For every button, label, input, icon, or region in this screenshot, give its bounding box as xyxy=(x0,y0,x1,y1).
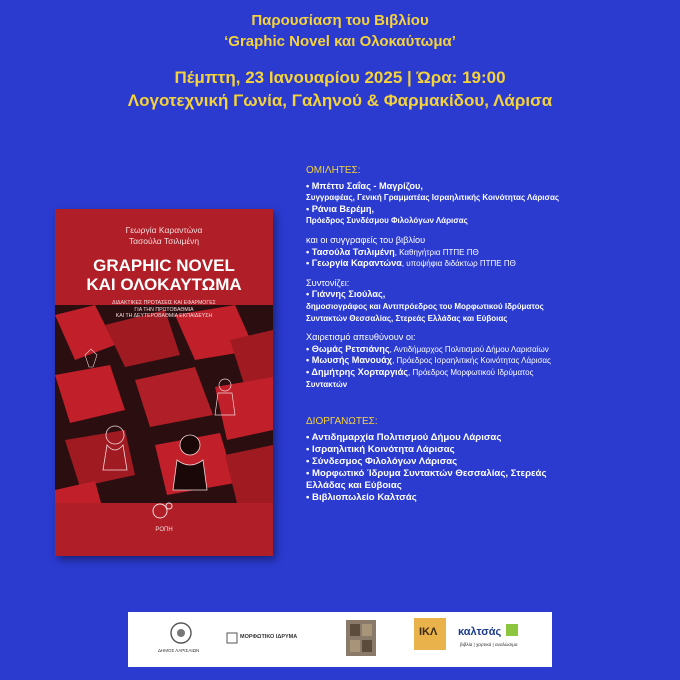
greetings-section xyxy=(306,332,666,390)
organizer-4-cont: Ελλάδας και Εύβοιας xyxy=(306,479,402,491)
kaltsas-badge-icon xyxy=(506,624,518,636)
book-subtitle-line-3: ΚΑΙ ΤΗ ΔΕΥΤΕΡΟΒΑΘΜΙΑ ΕΚΠΑΙΔΕΥΣΗ xyxy=(115,313,213,320)
community-emblem-icon xyxy=(346,620,376,656)
greeter-3-name: • Δημήτρης Χορταργιάς xyxy=(306,366,409,377)
author-2-role: , υποψήφια διδάκτωρ ΠΤΠΕ ΠΘ xyxy=(401,259,516,269)
logo-kaltsas-tagline: βιβλία | χαρτικά | αναλώσιμα xyxy=(460,642,518,647)
speaker-1-role: Συγγραφέας, Γενική Γραμματέας Ισραηλιτικής Κοινότητας Λάρισας xyxy=(306,193,560,203)
book-subtitle-line-1: ΔΙΔΑΚΤΙΚΕΣ ΠΡΟΤΑΣΕΙΣ ΚΑΙ ΕΦΑΡΜΟΓΕΣ xyxy=(112,300,216,306)
book-author-2: Τασούλα Τσιλιμένη xyxy=(128,236,200,246)
logo-ikl: ΙΚΛ xyxy=(419,626,438,638)
sponsor-logos-strip xyxy=(128,612,552,667)
book-title-line-2: ΚΑΙ ΟΛΟΚΑΥΤΩΜΑ xyxy=(86,275,242,294)
book-title-line-1: GRAPHIC NOVEL xyxy=(93,256,235,275)
speaker-1-name: • Μπέττυ Σαΐας - Μαγρίζου, xyxy=(306,180,423,191)
event-title-line-2: ‘Graphic Novel και Ολοκαύτωμα’ xyxy=(224,33,456,50)
author-1-name: • Τασούλα Τσιλιμένη xyxy=(306,246,395,257)
coordinator-role-2: Συντακτών Θεσσαλίας, Στερεάς Ελλάδας και Εύβοιας xyxy=(306,313,508,323)
book-author-1: Γεωργία Καραντώνα xyxy=(125,225,203,235)
logo-municipality-name: ΔΗΜΟΣ ΛΑΡΙΣΑΙΩΝ xyxy=(158,648,200,653)
greeter-1-name: • Θωμάς Ρετσιάνης xyxy=(306,343,390,354)
logo-kaltsas: καλτσάς xyxy=(458,626,502,638)
coordinator-section xyxy=(306,278,666,324)
foundation-emblem-icon xyxy=(226,632,238,644)
event-title-line-1: Παρουσίαση του Βιβλίου xyxy=(251,12,429,29)
authors-section xyxy=(306,235,666,270)
book-title xyxy=(55,256,273,294)
greeter-2-role: , Πρόεδρος Ισραηλιτικής Κοινότητας Λάρισας xyxy=(392,356,551,366)
organizer-2: • Ισραηλιτική Κοινότητα Λάρισας xyxy=(306,443,455,455)
book-cover-illustration xyxy=(55,305,273,503)
book-subtitle xyxy=(55,300,273,320)
greeter-3-role: , Πρόεδρος Μορφωτικού Ιδρύματος xyxy=(408,367,534,377)
greeter-3-role-cont: Συντακτών xyxy=(306,379,348,389)
greeter-1-role: , Αντιδήμαρχος Πολιτισμού Δήμου Λαρισαίων xyxy=(389,344,549,354)
coordinator-role-1: δημοσιογράφος και Αντιπρόεδρος του Μορφωτικού Ιδρύματος xyxy=(306,301,544,311)
greeter-2-name: • Μωυσής Μανουάχ xyxy=(306,355,393,366)
event-details xyxy=(306,165,666,512)
speaker-2-name: • Ράνια Βερέμη, xyxy=(306,203,375,214)
authors-title: και οι συγγραφείς του βιβλίου xyxy=(306,234,426,245)
publisher-name: ΡΟΠΗ xyxy=(155,527,173,533)
publisher-logo xyxy=(149,500,179,533)
speaker-2-role: Πρόεδρος Συνδέσμου Φιλολόγων Λάρισας xyxy=(306,216,468,226)
book-subtitle-line-2: ΓΙΑ ΤΗΝ ΠΡΩΤΟΒΑΘΜΙΑ xyxy=(134,306,194,313)
event-venue: Λογοτεχνική Γωνία, Γαληνού & Φαρμακίδου, Λάρισα xyxy=(127,91,553,110)
organizer-1: • Αντιδημαρχία Πολιτισμού Δήμου Λάρισας xyxy=(306,431,502,443)
author-2-name: • Γεωργία Καραντώνα xyxy=(306,258,402,269)
speakers-title: ΟΜΙΛΗΤΕΣ: xyxy=(306,165,361,176)
organizers-title: ΔΙΟΡΓΑΝΩΤΕΣ: xyxy=(306,416,378,428)
coordinator-name: • Γιάννης Σιούλας, xyxy=(306,289,386,300)
greetings-title: Χαιρετισμό απευθύνουν οι: xyxy=(306,332,416,343)
author-1-role: , Καθηγήτρια ΠΤΠΕ ΠΘ xyxy=(394,247,479,257)
speakers-section xyxy=(306,165,666,227)
municipality-emblem-icon xyxy=(168,620,194,646)
book-cover xyxy=(55,209,273,556)
organizer-4: • Μορφωτικό Ίδρυμα Συντακτών Θεσσαλίας, Στερεάς xyxy=(306,467,547,479)
logo-foundation-name: ΜΟΡΦΩΤΙΚΟ ΙΔΡΥΜΑ xyxy=(240,634,298,640)
organizers-section xyxy=(306,416,666,504)
event-date-time: Πέμπτη, 23 Ιανουαρίου 2025 | Ώρα: 19:00 xyxy=(174,68,506,87)
organizer-3: • Σύνδεσμος Φιλολόγων Λάρισας xyxy=(306,455,458,467)
publisher-circles-icon xyxy=(149,500,179,522)
book-authors xyxy=(55,225,273,247)
event-header xyxy=(0,10,680,112)
coordinator-title: Συντονίζει: xyxy=(306,277,350,288)
organizer-5: • Βιβλιοπωλείο Καλτσάς xyxy=(306,491,417,503)
